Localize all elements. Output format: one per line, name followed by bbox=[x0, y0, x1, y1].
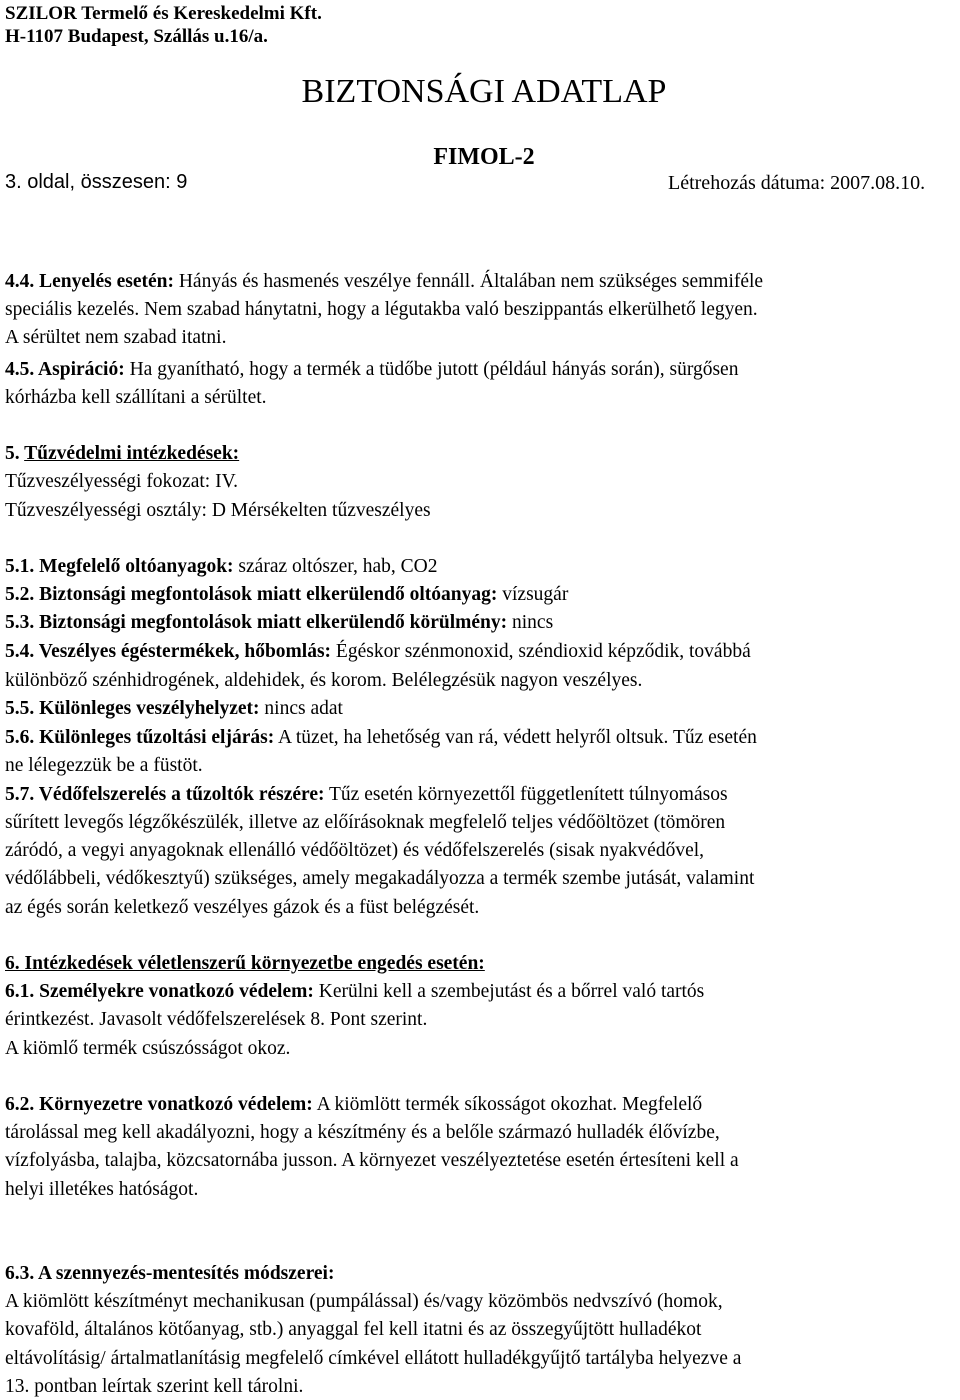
text-line: ne lélegezzük be a füstöt. bbox=[5, 755, 203, 776]
document-title: BIZTONSÁGI ADATLAP bbox=[301, 73, 667, 110]
section-4-5 bbox=[5, 357, 738, 383]
section-5-6-heading: 5.6. Különleges tűzoltási eljárás: bbox=[5, 727, 275, 748]
text-line: vízfolyásba, talajba, közcsatornába jusson. A környezet veszélyeztetése esetén értesíteni kell a bbox=[5, 1150, 739, 1171]
section-6-3-title: 6.3. A szennyezés-mentesítés módszerei: bbox=[5, 1263, 335, 1284]
section-4-4-text: Hányás és hasmenés veszélye fennáll. Általában nem szükséges semmiféle bbox=[173, 271, 764, 292]
section-6-2-text: A kiömlött termék síkosságot okozhat. Megfelelő bbox=[312, 1094, 703, 1115]
section-5-number: 5. bbox=[5, 443, 25, 464]
section-5-7 bbox=[5, 782, 728, 808]
section-5-heading bbox=[5, 441, 239, 467]
section-5-6 bbox=[5, 725, 757, 751]
text-line: A kiömlött készítményt mechanikusan (pumpálással) és/vagy közömbös nedvszívó (homok, bbox=[5, 1291, 723, 1312]
fire-hazard-grade: Tűzveszélyességi fokozat: IV. bbox=[5, 471, 239, 492]
page-info: 3. oldal, összesen: 9 bbox=[5, 171, 188, 193]
section-5-7-heading: 5.7. Védőfelszerelés a tűzoltók részére: bbox=[5, 784, 325, 805]
text-line: védőlábbeli, védőkesztyű) szükséges, amely megakadályozza a termék szembe jutását, valamint bbox=[5, 868, 755, 889]
text-line: kovaföld, általános kötőanyag, stb.) anyaggal fel kell itatni és az összegyűjtött hulladékot bbox=[5, 1319, 702, 1340]
text-line: záródó, a vegyi anyagoknak ellenálló védőöltözet) és védőfelszerelés (sisak nyakvédővel, bbox=[5, 840, 705, 861]
section-6-title: 6. Intézkedések véletlenszerű környezetbe engedés esetén: bbox=[5, 953, 485, 974]
section-5-3 bbox=[5, 610, 553, 636]
section-5-7-text: Tűz esetén környezettől függetlenített túlnyomásos bbox=[324, 784, 728, 805]
section-5-5 bbox=[5, 696, 343, 722]
text-line: A kiömlő termék csúszósságot okoz. bbox=[5, 1038, 291, 1059]
section-5-4-heading: 5.4. Veszélyes égéstermékek, hőbomlás: bbox=[5, 641, 332, 662]
text-line: különböző szénhidrogének, aldehidek, és korom. Belélegzésük nagyon veszélyes. bbox=[5, 670, 643, 691]
section-5-5-heading: 5.5. Különleges veszélyhelyzet: bbox=[5, 698, 260, 719]
section-5-4-text: Égéskor szénmonoxid, széndioxid képződik, továbbá bbox=[331, 641, 751, 662]
section-4-5-heading: 4.5. Aspiráció: bbox=[5, 359, 125, 380]
product-name: FIMOL-2 bbox=[433, 144, 535, 170]
text-line: érintkezést. Javasolt védőfelszerelések 8. Pont szerint. bbox=[5, 1009, 428, 1030]
section-5-title: Tűzvédelmi intézkedések: bbox=[24, 443, 240, 464]
section-4-4 bbox=[5, 269, 763, 295]
section-6-heading bbox=[5, 951, 485, 977]
section-6-2-heading: 6.2. Környezetre vonatkozó védelem: bbox=[5, 1094, 313, 1115]
text-line: sűrített levegős légzőkészülék, illetve az előírásoknak megfelelő teljes védőöltözet (tömören bbox=[5, 812, 726, 833]
section-5-6-text: A tüzet, ha lehetőség van rá, védett helyről oltsuk. Tűz esetén bbox=[274, 727, 757, 748]
section-5-2-heading: 5.2. Biztonsági megfontolások miatt elkerülendő oltóanyag: bbox=[5, 584, 498, 605]
text-line: tárolással meg kell akadályozni, hogy a készítmény és a belőle származó hulladék élővízbe, bbox=[5, 1122, 720, 1143]
section-5-2-text: vízsugár bbox=[497, 584, 569, 605]
section-5-1-text: száraz oltószer, hab, CO2 bbox=[233, 556, 438, 577]
section-6-1-text: Kerülni kell a szembejutást és a bőrrel való tartós bbox=[313, 981, 705, 1002]
section-6-1-heading: 6.1. Személyekre vonatkozó védelem: bbox=[5, 981, 314, 1002]
company-address: H-1107 Budapest, Szállás u.16/a. bbox=[5, 26, 268, 47]
company-name: SZILOR Termelő és Kereskedelmi Kft. bbox=[5, 3, 322, 24]
text-line: eltávolításig/ ártalmatlanításig megfelelő címkével ellátott hulladékgyűjtő tartályba helyezve a bbox=[5, 1348, 742, 1369]
section-6-3-heading bbox=[5, 1261, 334, 1287]
section-5-3-heading: 5.3. Biztonsági megfontolások miatt elkerülendő körülmény: bbox=[5, 612, 508, 633]
section-6-2 bbox=[5, 1092, 702, 1118]
text-line: speciális kezelés. Nem szabad hánytatni, hogy a légutakba való beszippantás elkerülhető legyen. bbox=[5, 299, 758, 320]
section-5-3-text: nincs bbox=[507, 612, 554, 633]
section-6-1 bbox=[5, 979, 704, 1005]
fire-hazard-class: Tűzveszélyességi osztály: D Mérsékelten tűzveszélyes bbox=[5, 500, 431, 521]
text-line: az égés során keletkező veszélyes gázok és a füst belégzését. bbox=[5, 897, 480, 918]
section-5-1-heading: 5.1. Megfelelő oltóanyagok: bbox=[5, 556, 234, 577]
text-line: kórházba kell szállítani a sérültet. bbox=[5, 387, 267, 408]
created-date: Létrehozás dátuma: 2007.08.10. bbox=[668, 172, 926, 194]
text-line: A sérültet nem szabad itatni. bbox=[5, 327, 227, 348]
section-5-2 bbox=[5, 582, 568, 608]
section-5-1 bbox=[5, 554, 437, 580]
section-5-4 bbox=[5, 639, 751, 665]
section-4-5-text: Ha gyanítható, hogy a termék a tüdőbe jutott (például hányás során), sürgősen bbox=[124, 359, 739, 380]
text-line: 13. pontban leírtak szerint kell tárolni. bbox=[5, 1376, 304, 1397]
section-4-4-heading: 4.4. Lenyelés esetén: bbox=[5, 271, 174, 292]
text-line: helyi illetékes hatóságot. bbox=[5, 1179, 199, 1200]
section-5-5-text: nincs adat bbox=[259, 698, 343, 719]
